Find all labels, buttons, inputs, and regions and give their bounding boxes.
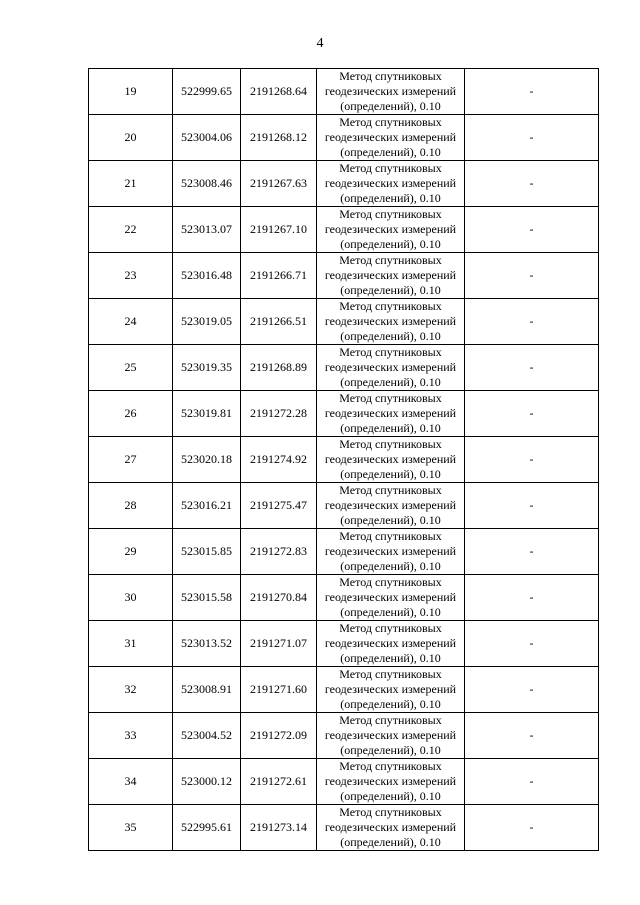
- table-row: [89, 69, 599, 115]
- method-accuracy: Метод спутниковых геодезических измерений (определений), 0.10: [317, 529, 465, 575]
- point-number: 19: [89, 69, 173, 115]
- point-number: 35: [89, 805, 173, 851]
- point-number: 20: [89, 115, 173, 161]
- coordinate-y: 2191272.83: [241, 529, 317, 575]
- point-number: 21: [89, 161, 173, 207]
- table-row: [89, 575, 599, 621]
- extra-value: -: [465, 575, 599, 621]
- coordinate-x: 523019.35: [173, 345, 241, 391]
- coordinate-y: 2191268.89: [241, 345, 317, 391]
- table-row: [89, 161, 599, 207]
- coordinate-y: 2191275.47: [241, 483, 317, 529]
- point-number: 31: [89, 621, 173, 667]
- coordinate-x: 522999.65: [173, 69, 241, 115]
- table-row: [89, 115, 599, 161]
- table-row: [89, 207, 599, 253]
- method-accuracy: Метод спутниковых геодезических измерений (определений), 0.10: [317, 437, 465, 483]
- coordinate-x: 523015.58: [173, 575, 241, 621]
- table-row: [89, 483, 599, 529]
- coordinate-x: 523008.46: [173, 161, 241, 207]
- coordinate-y: 2191267.10: [241, 207, 317, 253]
- table-row: [89, 391, 599, 437]
- coordinate-x: 523019.05: [173, 299, 241, 345]
- coordinate-x: 522995.61: [173, 805, 241, 851]
- method-accuracy: Метод спутниковых геодезических измерений (определений), 0.10: [317, 253, 465, 299]
- point-number: 30: [89, 575, 173, 621]
- coordinates-table-body: [89, 69, 599, 851]
- extra-value: -: [465, 667, 599, 713]
- coordinates-table: [88, 68, 599, 851]
- coordinate-y: 2191268.64: [241, 69, 317, 115]
- coordinate-x: 523016.48: [173, 253, 241, 299]
- table-row: [89, 759, 599, 805]
- extra-value: -: [465, 253, 599, 299]
- method-accuracy: Метод спутниковых геодезических измерений (определений), 0.10: [317, 115, 465, 161]
- coordinate-x: 523008.91: [173, 667, 241, 713]
- point-number: 22: [89, 207, 173, 253]
- extra-value: -: [465, 621, 599, 667]
- point-number: 24: [89, 299, 173, 345]
- table-row: [89, 253, 599, 299]
- coordinate-y: 2191273.14: [241, 805, 317, 851]
- extra-value: -: [465, 207, 599, 253]
- extra-value: -: [465, 805, 599, 851]
- method-accuracy: Метод спутниковых геодезических измерений (определений), 0.10: [317, 69, 465, 115]
- coordinate-x: 523013.07: [173, 207, 241, 253]
- coordinate-y: 2191271.60: [241, 667, 317, 713]
- point-number: 29: [89, 529, 173, 575]
- coordinate-y: 2191274.92: [241, 437, 317, 483]
- method-accuracy: Метод спутниковых геодезических измерений (определений), 0.10: [317, 299, 465, 345]
- coordinate-x: 523004.52: [173, 713, 241, 759]
- extra-value: -: [465, 115, 599, 161]
- extra-value: -: [465, 759, 599, 805]
- table-row: [89, 345, 599, 391]
- method-accuracy: Метод спутниковых геодезических измерений (определений), 0.10: [317, 575, 465, 621]
- coordinate-x: 523000.12: [173, 759, 241, 805]
- extra-value: -: [465, 161, 599, 207]
- table-row: [89, 299, 599, 345]
- extra-value: -: [465, 713, 599, 759]
- point-number: 23: [89, 253, 173, 299]
- method-accuracy: Метод спутниковых геодезических измерений (определений), 0.10: [317, 713, 465, 759]
- coordinate-y: 2191266.71: [241, 253, 317, 299]
- coordinate-x: 523004.06: [173, 115, 241, 161]
- extra-value: -: [465, 345, 599, 391]
- method-accuracy: Метод спутниковых геодезических измерений (определений), 0.10: [317, 207, 465, 253]
- extra-value: -: [465, 299, 599, 345]
- method-accuracy: Метод спутниковых геодезических измерений (определений), 0.10: [317, 161, 465, 207]
- extra-value: -: [465, 529, 599, 575]
- coordinate-y: 2191266.51: [241, 299, 317, 345]
- point-number: 34: [89, 759, 173, 805]
- table-row: [89, 529, 599, 575]
- table-row: [89, 437, 599, 483]
- coordinate-y: 2191268.12: [241, 115, 317, 161]
- table-row: [89, 667, 599, 713]
- extra-value: -: [465, 69, 599, 115]
- coordinate-y: 2191270.84: [241, 575, 317, 621]
- extra-value: -: [465, 483, 599, 529]
- table-row: [89, 621, 599, 667]
- method-accuracy: Метод спутниковых геодезических измерений (определений), 0.10: [317, 759, 465, 805]
- method-accuracy: Метод спутниковых геодезических измерений (определений), 0.10: [317, 621, 465, 667]
- point-number: 33: [89, 713, 173, 759]
- method-accuracy: Метод спутниковых геодезических измерений (определений), 0.10: [317, 483, 465, 529]
- coordinate-y: 2191272.09: [241, 713, 317, 759]
- coordinate-x: 523019.81: [173, 391, 241, 437]
- coordinate-y: 2191271.07: [241, 621, 317, 667]
- page-number: 4: [316, 36, 324, 51]
- point-number: 27: [89, 437, 173, 483]
- coordinate-y: 2191272.28: [241, 391, 317, 437]
- point-number: 28: [89, 483, 173, 529]
- extra-value: -: [465, 437, 599, 483]
- point-number: 25: [89, 345, 173, 391]
- coordinate-x: 523020.18: [173, 437, 241, 483]
- coordinate-y: 2191267.63: [241, 161, 317, 207]
- coordinate-y: 2191272.61: [241, 759, 317, 805]
- table-row: [89, 713, 599, 759]
- method-accuracy: Метод спутниковых геодезических измерений (определений), 0.10: [317, 391, 465, 437]
- method-accuracy: Метод спутниковых геодезических измерений (определений), 0.10: [317, 805, 465, 851]
- coordinate-x: 523016.21: [173, 483, 241, 529]
- coordinate-x: 523015.85: [173, 529, 241, 575]
- point-number: 26: [89, 391, 173, 437]
- extra-value: -: [465, 391, 599, 437]
- coordinate-x: 523013.52: [173, 621, 241, 667]
- method-accuracy: Метод спутниковых геодезических измерений (определений), 0.10: [317, 667, 465, 713]
- table-row: [89, 805, 599, 851]
- point-number: 32: [89, 667, 173, 713]
- method-accuracy: Метод спутниковых геодезических измерений (определений), 0.10: [317, 345, 465, 391]
